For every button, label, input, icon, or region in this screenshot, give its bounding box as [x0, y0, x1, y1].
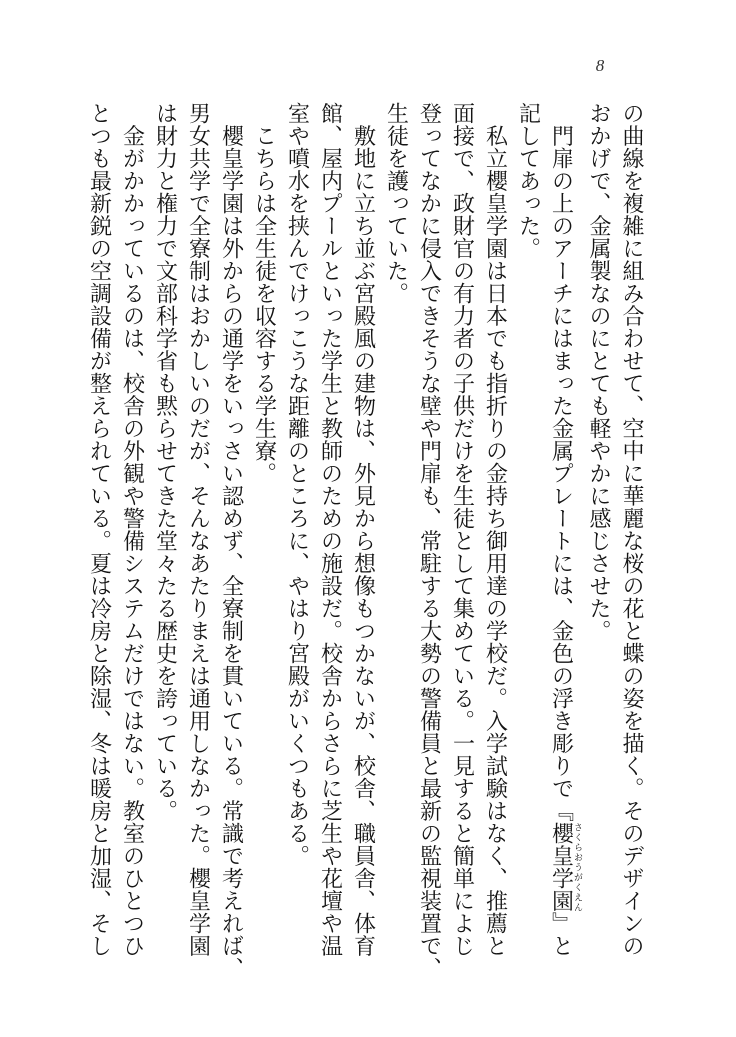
text-line: 記してあった。 [515, 102, 541, 260]
page-number: 8 [595, 56, 605, 75]
text-line-with-ruby [545, 102, 583, 982]
text-line: 登ってなかに侵入できそうな壁や門扉も、常駐する大勢の警備員と最新の監視装置で、 [416, 102, 442, 980]
vertical-text-body [76, 102, 648, 982]
ruby-base: 櫻皇学園 [548, 822, 574, 912]
text-line: 敷地に立ち並ぶ宮殿風の建物は、外見から想像もつかないが、校舎、職員舎、体育 [350, 102, 376, 957]
ruby-open-bracket: 『 [548, 799, 574, 822]
text-line: 館、屋内プールといった学生と教師のための施設だ。校舎からさらに芝生や花壇や温 [317, 102, 343, 957]
text-line-part: 門扉の上のアーチにはまった金属プレートには、金色の浮き彫りで [548, 102, 574, 800]
text-line: 男女共学で全寮制はおかしいのだが、そんなあたりまえは通用しなかった。櫻皇学園 [185, 102, 211, 957]
text-line: 室や噴水を挟んでけっこうな距離のところに、やはり宮殿がいくつもある。 [284, 102, 310, 867]
text-line: は財力と権力で文部科学省も黙らせてきた堂々たる歴史を誇っている。 [152, 102, 178, 822]
text-line: とつも最新鋭の空調設備が整えられている。夏は冷房と除湿、冬は暖房と加湿、そし [86, 102, 112, 957]
ruby-annotated-name [548, 822, 582, 912]
text-line: 生徒を護っていた。 [383, 102, 409, 305]
text-line: の曲線を複雑に組み合わせて、空中に華麗な桜の花と蝶の姿を描く。そのデザインの [619, 102, 644, 957]
ruby-reading: さくらおうがくえん [572, 822, 582, 912]
text-line: 私立櫻皇学園は日本でも指折りの金持ち御用達の学校だ。入学試験はなく、推薦と [482, 102, 508, 957]
text-line: 金がかかっているのは、校舎の外観や警備システムだけではない。教室のひとつひ [119, 102, 145, 957]
text-line: こちらは全生徒を収容する学生寮。 [251, 102, 277, 485]
ruby-close-bracket: 』 [548, 912, 574, 935]
ruby-tail: と [548, 934, 574, 957]
text-line: おかげで、金属製なのにとても軽やかに感じさせた。 [586, 102, 611, 642]
text-line: 面接で、政財官の有力者の子供だけを生徒として集めている。一見すると簡単によじ [449, 102, 475, 957]
text-line: 櫻皇学園は外からの通学をいっさい認めず、全寮制を貫いている。常識で考えれば、 [218, 102, 244, 980]
